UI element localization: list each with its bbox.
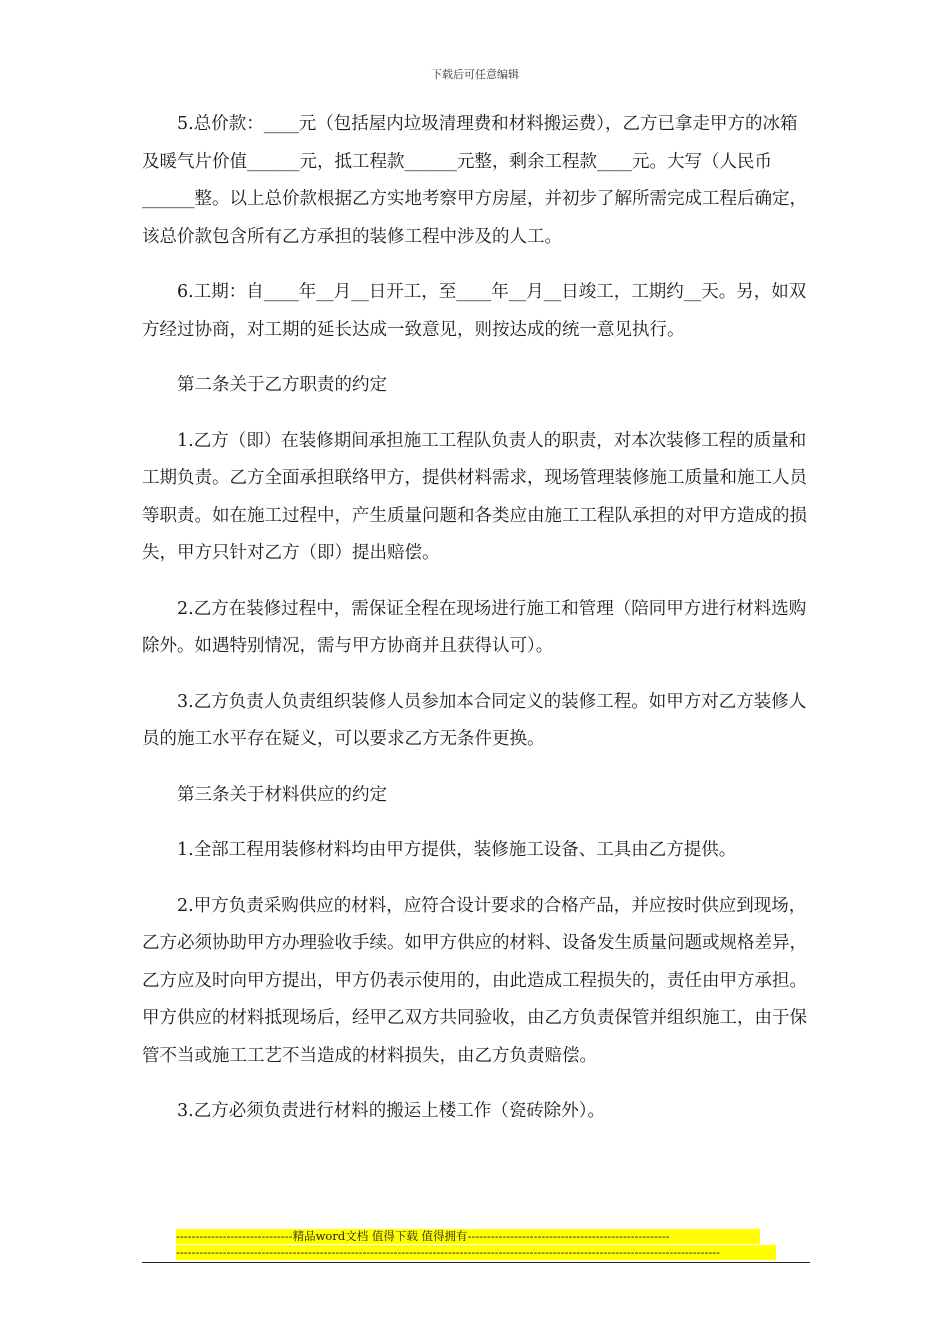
footer-banner bbox=[176, 1229, 776, 1260]
section-heading-article-2: 第二条关于乙方职责的约定 bbox=[177, 375, 387, 395]
page-header: 下载后可任意编辑 bbox=[431, 68, 519, 81]
paragraph-total-price: 5.总价款：____元（包括屋内垃圾清理费和材料搬运费），乙方已拿走甲方的冰箱及暖气片价值______元，抵工程款______元整，剩余工程款____元。大写（人民币______整。以上总价款根据乙方实地考察甲方房屋，并初步了解所需完成工程后确定，该总价款包含所有乙方承担的装修工程中涉及的人工。 bbox=[142, 114, 807, 247]
footer-divider bbox=[142, 1262, 810, 1263]
paragraph-article-2-item-3: 3.乙方负责人负责组织装修人员参加本合同定义的装修工程。如甲方对乙方装修人员的施工水平存在疑义，可以要求乙方无条件更换。 bbox=[142, 691, 807, 749]
paragraph-article-3-item-1: 1.全部工程用装修材料均由甲方提供，装修施工设备、工具由乙方提供。 bbox=[177, 840, 737, 860]
footer-banner-line-2: -------------------------------------------------------------------------------------------------------------------------------------------- bbox=[176, 1245, 776, 1260]
paragraph-article-2-item-2: 2.乙方在装修过程中，需保证全程在现场进行施工和管理（陪同甲方进行材料选购除外。如遇特别情况，需与甲方协商并且获得认可）。 bbox=[142, 598, 807, 656]
paragraph-construction-period: 6.工期：自____年__月__日开工，至____年__月__日竣工，工期约__天。另，如双方经过协商，对工期的延长达成一致意见，则按达成的统一意见执行。 bbox=[142, 282, 807, 340]
paragraph-article-3-item-3: 3.乙方必须负责进行材料的搬运上楼工作（瓷砖除外）。 bbox=[177, 1101, 605, 1121]
footer-banner-line-1: ------------------------------精品word文档 值得下载 值得拥有---------------------------------------------------- bbox=[176, 1229, 760, 1244]
document-body bbox=[142, 106, 810, 1149]
paragraph-article-2-item-1: 1.乙方（即）在装修期间承担施工工程队负责人的职责，对本次装修工程的质量和工期负责。乙方全面承担联络甲方，提供材料需求，现场管理装修施工质量和施工人员等职责。如在施工过程中，产生质量问题和各类应由施工工程队承担的对甲方造成的损失，甲方只针对乙方（即）提出赔偿。 bbox=[142, 430, 807, 563]
section-heading-article-3: 第三条关于材料供应的约定 bbox=[177, 784, 387, 805]
paragraph-article-3-item-2: 2.甲方负责采购供应的材料，应符合设计要求的合格产品，并应按时供应到现场，乙方必须协助甲方办理验收手续。如甲方供应的材料、设备发生质量问题或规格差异，乙方应及时向甲方提出，甲方仍表示使用的，由此造成工程损失的，责任由甲方承担。甲方供应的材料抵现场后，经甲乙双方共同验收，由乙方负责保管并组织施工，由于保管不当或施工工艺不当造成的材料损失，由乙方负责赔偿。 bbox=[142, 895, 807, 1066]
